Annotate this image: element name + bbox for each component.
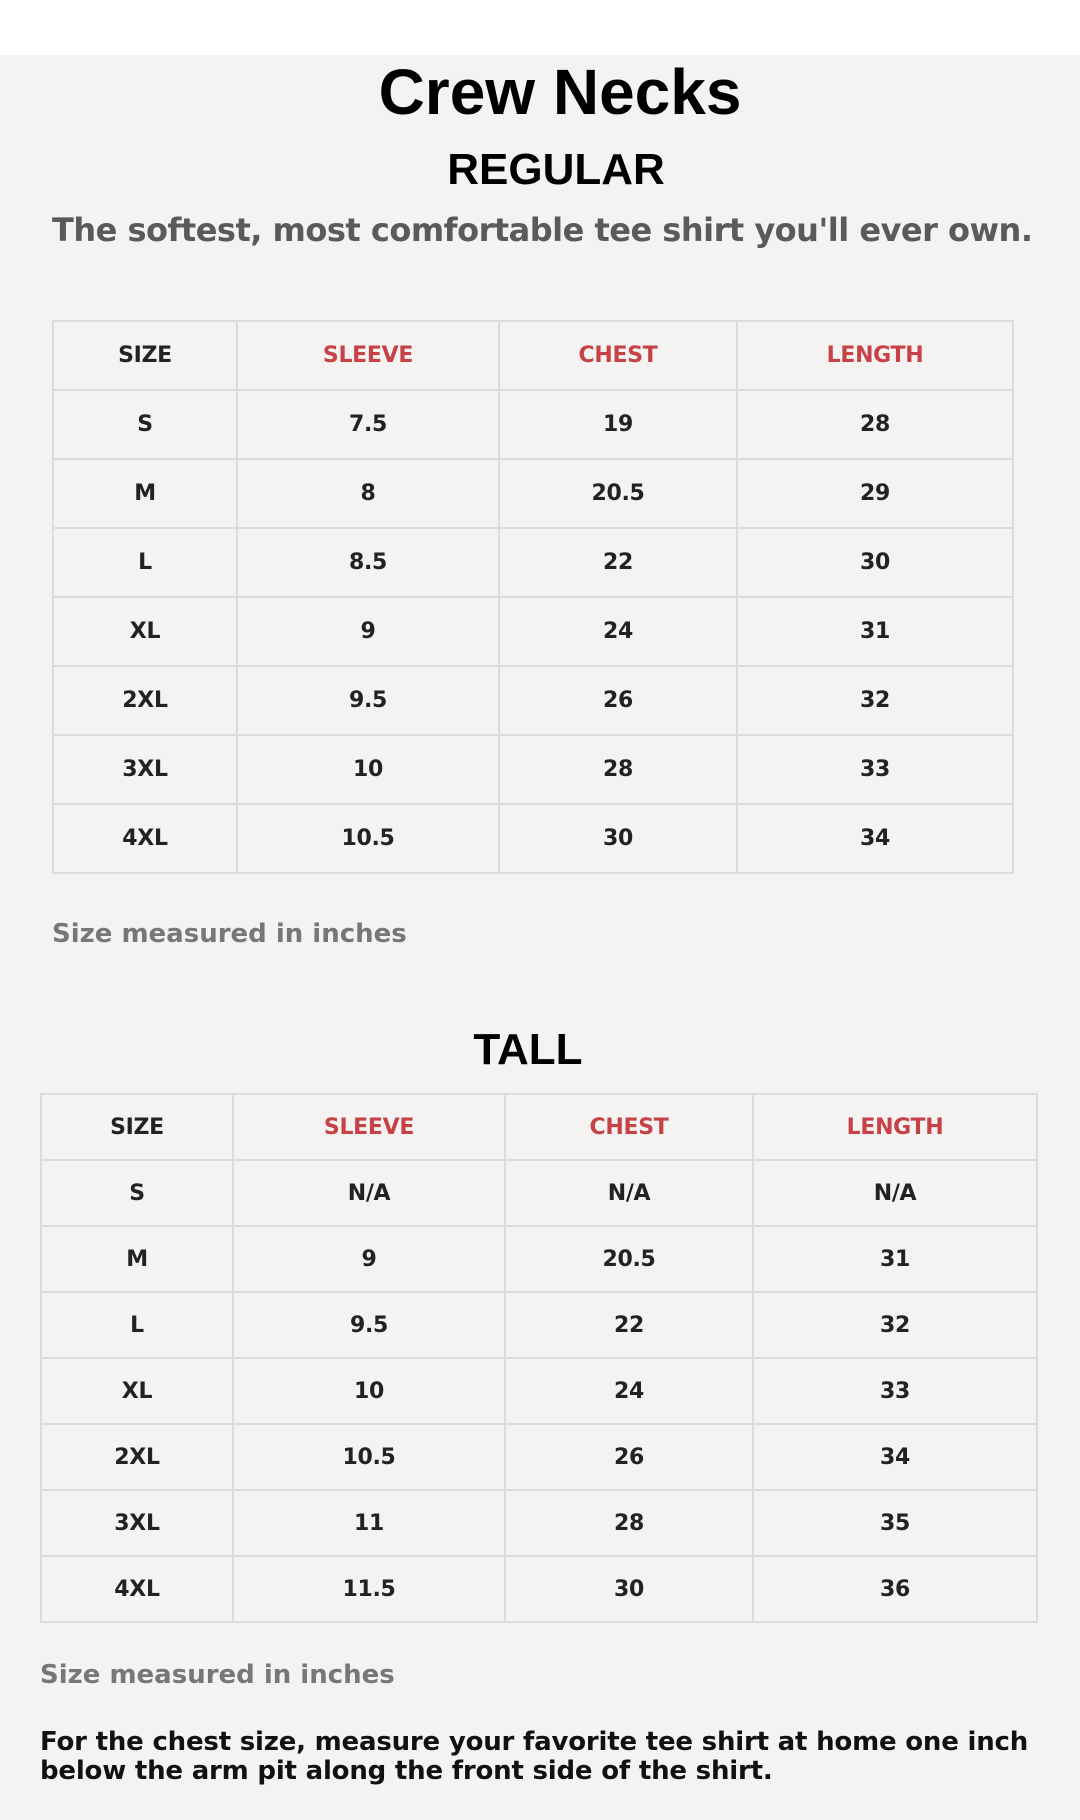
size-cell: 3XL: [41, 1490, 233, 1556]
chest-cell: N/A: [505, 1160, 753, 1226]
table-row: [53, 390, 1013, 459]
size-cell: M: [53, 459, 237, 528]
regular-size-table: [52, 320, 1014, 874]
sleeve-cell: 10.5: [233, 1424, 505, 1490]
sleeve-cell: 9: [237, 597, 499, 666]
chest-measure-instructions: For the chest size, measure your favorite tee shirt at home one inch below the arm pit along the front side of the shirt.: [40, 1727, 1029, 1786]
header-sleeve: SLEEVE: [233, 1094, 505, 1160]
sleeve-cell: 8.5: [237, 528, 499, 597]
size-cell: XL: [41, 1358, 233, 1424]
chest-cell: 26: [505, 1424, 753, 1490]
length-cell: 34: [737, 804, 1013, 873]
chest-cell: 28: [499, 735, 737, 804]
chest-cell: 22: [499, 528, 737, 597]
regular-units-note: Size measured in inches: [52, 919, 407, 949]
table-row: [53, 597, 1013, 666]
size-cell: S: [53, 390, 237, 459]
table-row: [53, 666, 1013, 735]
table-row: [41, 1226, 1037, 1292]
chest-cell: 22: [505, 1292, 753, 1358]
table-row: [53, 804, 1013, 873]
table-row: [41, 1490, 1037, 1556]
sleeve-cell: 11: [233, 1490, 505, 1556]
table-header-row: [41, 1094, 1037, 1160]
length-cell: 35: [753, 1490, 1037, 1556]
chest-cell: 24: [505, 1358, 753, 1424]
sleeve-cell: N/A: [233, 1160, 505, 1226]
length-cell: 31: [737, 597, 1013, 666]
length-cell: 33: [753, 1358, 1037, 1424]
table-row: [53, 459, 1013, 528]
header-chest: CHEST: [505, 1094, 753, 1160]
length-cell: 28: [737, 390, 1013, 459]
table-row: [53, 735, 1013, 804]
size-cell: L: [41, 1292, 233, 1358]
length-cell: 32: [753, 1292, 1037, 1358]
table-header-row: [53, 321, 1013, 390]
header-length: LENGTH: [753, 1094, 1037, 1160]
sleeve-cell: 9: [233, 1226, 505, 1292]
tagline: The softest, most comfortable tee shirt you'll ever own.: [52, 211, 1033, 249]
chest-cell: 19: [499, 390, 737, 459]
regular-heading: REGULAR: [447, 145, 665, 194]
sleeve-cell: 10: [233, 1358, 505, 1424]
table-row: [41, 1292, 1037, 1358]
size-cell: 2XL: [41, 1424, 233, 1490]
size-cell: 4XL: [53, 804, 237, 873]
size-cell: 3XL: [53, 735, 237, 804]
length-cell: 34: [753, 1424, 1037, 1490]
chest-cell: 20.5: [499, 459, 737, 528]
length-cell: 31: [753, 1226, 1037, 1292]
sleeve-cell: 10: [237, 735, 499, 804]
size-cell: XL: [53, 597, 237, 666]
page-title: Crew Necks: [378, 56, 742, 128]
length-cell: 33: [737, 735, 1013, 804]
length-cell: 32: [737, 666, 1013, 735]
size-cell: L: [53, 528, 237, 597]
chest-cell: 26: [499, 666, 737, 735]
sleeve-cell: 10.5: [237, 804, 499, 873]
size-cell: 4XL: [41, 1556, 233, 1622]
length-cell: 30: [737, 528, 1013, 597]
header-length: LENGTH: [737, 321, 1013, 390]
tall-heading: TALL: [473, 1025, 583, 1074]
table-row: [41, 1358, 1037, 1424]
length-cell: 36: [753, 1556, 1037, 1622]
chest-cell: 20.5: [505, 1226, 753, 1292]
size-cell: 2XL: [53, 666, 237, 735]
table-row: [41, 1424, 1037, 1490]
header-size: SIZE: [41, 1094, 233, 1160]
size-cell: S: [41, 1160, 233, 1226]
table-row: [53, 528, 1013, 597]
chest-cell: 30: [499, 804, 737, 873]
length-cell: 29: [737, 459, 1013, 528]
tall-size-table: [40, 1093, 1038, 1623]
sleeve-cell: 8: [237, 459, 499, 528]
sleeve-cell: 9.5: [233, 1292, 505, 1358]
header-sleeve: SLEEVE: [237, 321, 499, 390]
header-chest: CHEST: [499, 321, 737, 390]
length-cell: N/A: [753, 1160, 1037, 1226]
tall-units-note: Size measured in inches: [40, 1660, 395, 1690]
chest-cell: 28: [505, 1490, 753, 1556]
sleeve-cell: 7.5: [237, 390, 499, 459]
table-row: [41, 1556, 1037, 1622]
table-row: [41, 1160, 1037, 1226]
chest-cell: 24: [499, 597, 737, 666]
chest-cell: 30: [505, 1556, 753, 1622]
header-size: SIZE: [53, 321, 237, 390]
sleeve-cell: 11.5: [233, 1556, 505, 1622]
size-cell: M: [41, 1226, 233, 1292]
sleeve-cell: 9.5: [237, 666, 499, 735]
